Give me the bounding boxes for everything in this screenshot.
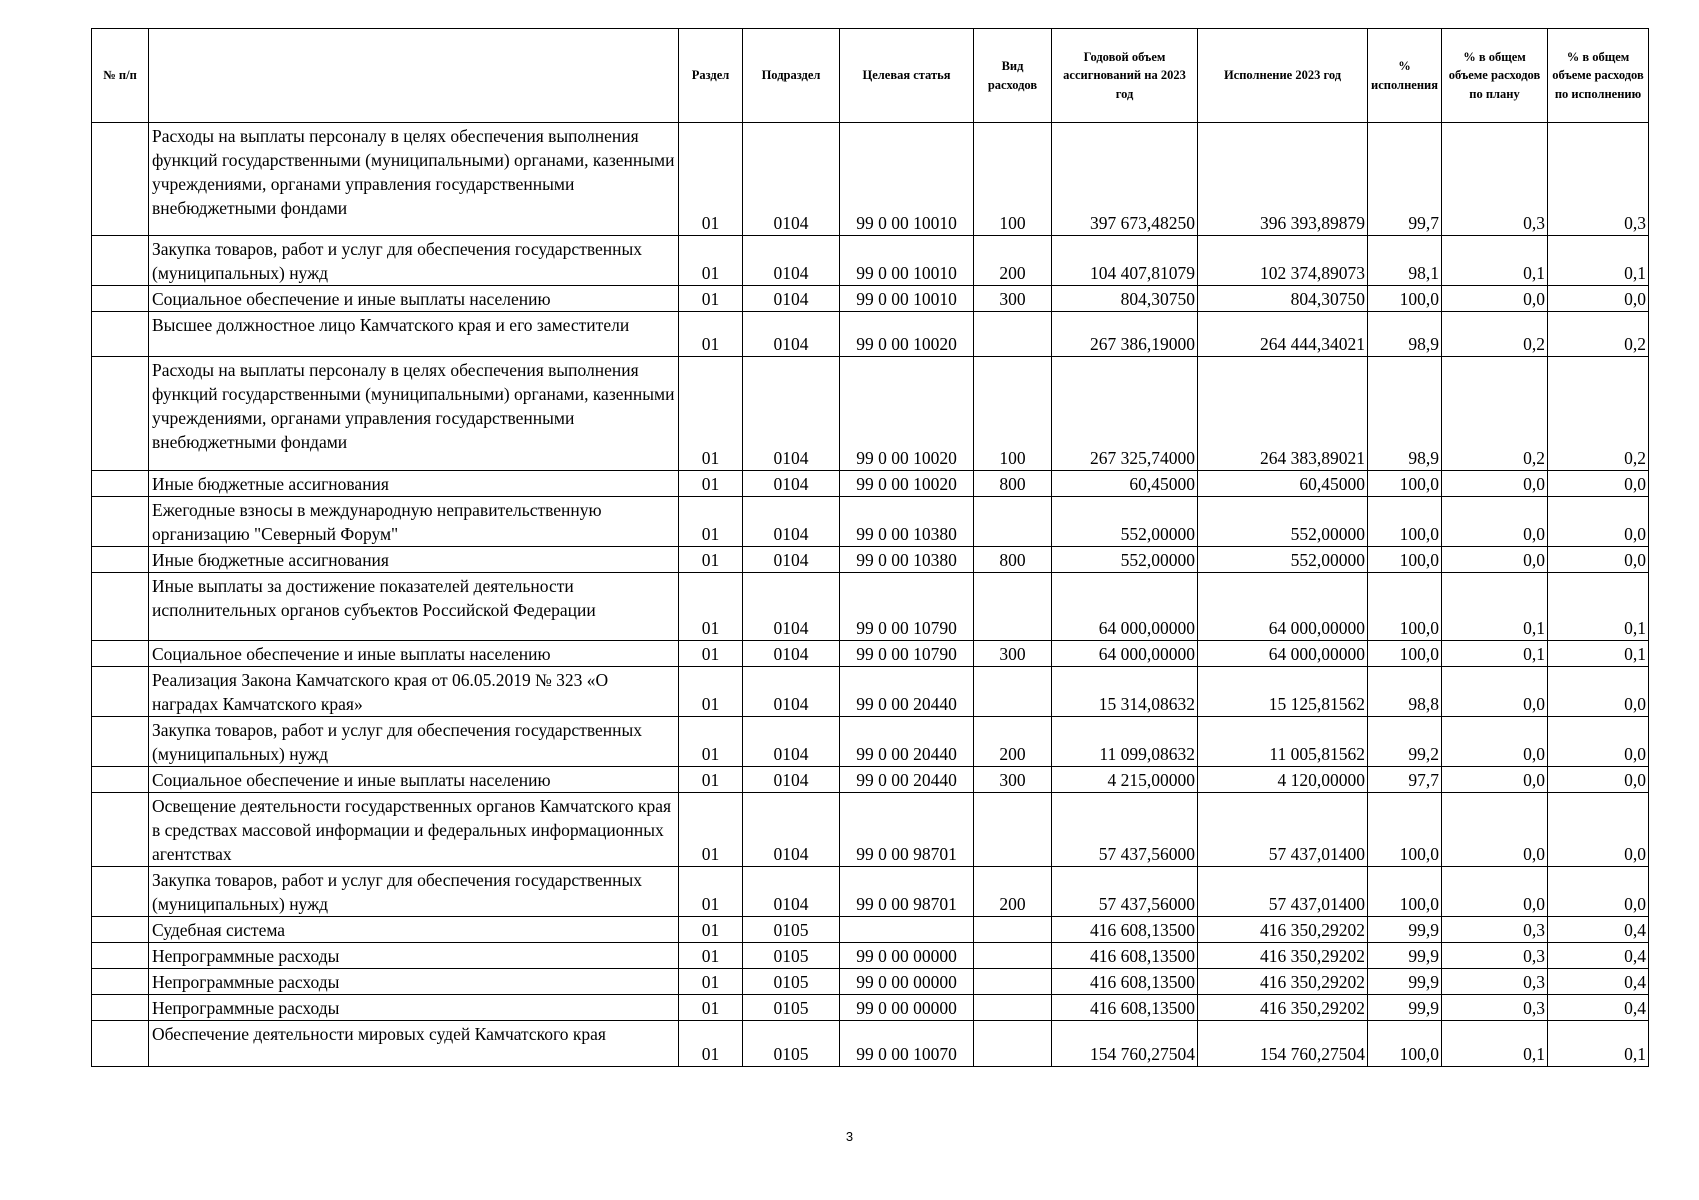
- row-kind: 300: [974, 641, 1052, 667]
- row-section: 01: [679, 1021, 743, 1067]
- row-plan: 416 608,13500: [1052, 969, 1198, 995]
- table-row: [92, 717, 1649, 767]
- row-num: [92, 236, 149, 286]
- row-share-exec: 0,0: [1548, 547, 1649, 573]
- row-exec: 552,00000: [1198, 547, 1368, 573]
- table-row: [92, 641, 1649, 667]
- row-num: [92, 312, 149, 357]
- row-name: Закупка товаров, работ и услуг для обеспечения государственных (муниципальных) нужд: [149, 236, 679, 286]
- row-share-exec: 0,1: [1548, 236, 1649, 286]
- row-plan: 60,45000: [1052, 471, 1198, 497]
- row-pct: 100,0: [1368, 641, 1442, 667]
- row-target: 99 0 00 00000: [840, 943, 974, 969]
- row-exec: 416 350,29202: [1198, 995, 1368, 1021]
- row-exec: 804,30750: [1198, 286, 1368, 312]
- row-name: Ежегодные взносы в международную неправительственную организацию "Северный Форум": [149, 497, 679, 547]
- row-name: Иные выплаты за достижение показателей деятельности исполнительных органов субъектов Российской Федерации: [149, 573, 679, 641]
- row-share-plan: 0,0: [1442, 767, 1548, 793]
- row-num: [92, 497, 149, 547]
- row-share-exec: 0,0: [1548, 767, 1649, 793]
- row-kind: [974, 943, 1052, 969]
- row-num: [92, 286, 149, 312]
- row-subsection: 0104: [743, 667, 840, 717]
- row-subsection: 0105: [743, 943, 840, 969]
- row-kind: 300: [974, 286, 1052, 312]
- row-num: [92, 573, 149, 641]
- row-share-plan: 0,0: [1442, 667, 1548, 717]
- table-row: [92, 547, 1649, 573]
- row-section: 01: [679, 497, 743, 547]
- row-section: 01: [679, 767, 743, 793]
- row-exec: 64 000,00000: [1198, 573, 1368, 641]
- row-share-plan: 0,0: [1442, 793, 1548, 867]
- row-pct: 100,0: [1368, 547, 1442, 573]
- row-pct: 97,7: [1368, 767, 1442, 793]
- row-share-plan: 0,0: [1442, 471, 1548, 497]
- row-subsection: 0104: [743, 867, 840, 917]
- row-share-plan: 0,1: [1442, 573, 1548, 641]
- row-subsection: 0104: [743, 717, 840, 767]
- header-subsection: Подраздел: [743, 29, 840, 123]
- row-share-exec: 0,3: [1548, 123, 1649, 236]
- row-num: [92, 123, 149, 236]
- table-row: [92, 357, 1649, 471]
- row-share-exec: 0,4: [1548, 917, 1649, 943]
- row-num: [92, 995, 149, 1021]
- header-kind: Вид расходов: [974, 29, 1052, 123]
- row-subsection: 0104: [743, 641, 840, 667]
- row-target: 99 0 00 98701: [840, 793, 974, 867]
- row-target: 99 0 00 98701: [840, 867, 974, 917]
- row-share-plan: 0,3: [1442, 943, 1548, 969]
- row-exec: 57 437,01400: [1198, 867, 1368, 917]
- row-plan: 267 386,19000: [1052, 312, 1198, 357]
- row-subsection: 0105: [743, 995, 840, 1021]
- row-exec: 416 350,29202: [1198, 943, 1368, 969]
- header-num: № п/п: [92, 29, 149, 123]
- row-section: 01: [679, 357, 743, 471]
- row-exec: 60,45000: [1198, 471, 1368, 497]
- header-exec: Исполнение 2023 год: [1198, 29, 1368, 123]
- row-pct: 99,9: [1368, 969, 1442, 995]
- row-num: [92, 867, 149, 917]
- row-share-plan: 0,3: [1442, 123, 1548, 236]
- row-target: 99 0 00 00000: [840, 995, 974, 1021]
- header-name: [149, 29, 679, 123]
- row-pct: 98,9: [1368, 312, 1442, 357]
- row-section: 01: [679, 917, 743, 943]
- row-num: [92, 767, 149, 793]
- row-share-exec: 0,0: [1548, 867, 1649, 917]
- row-share-exec: 0,1: [1548, 1021, 1649, 1067]
- row-num: [92, 547, 149, 573]
- table-row: [92, 793, 1649, 867]
- row-pct: 98,9: [1368, 357, 1442, 471]
- row-share-exec: 0,0: [1548, 497, 1649, 547]
- row-target: 99 0 00 10070: [840, 1021, 974, 1067]
- row-pct: 98,8: [1368, 667, 1442, 717]
- row-subsection: 0104: [743, 123, 840, 236]
- row-kind: 100: [974, 123, 1052, 236]
- row-exec: 4 120,00000: [1198, 767, 1368, 793]
- row-name: Освещение деятельности государственных органов Камчатского края в средствах массовой информации и федеральных информационных агентствах: [149, 793, 679, 867]
- row-exec: 15 125,81562: [1198, 667, 1368, 717]
- table-row: [92, 123, 1649, 236]
- row-share-plan: 0,3: [1442, 917, 1548, 943]
- row-pct: 100,0: [1368, 573, 1442, 641]
- row-plan: 552,00000: [1052, 497, 1198, 547]
- row-kind: [974, 793, 1052, 867]
- row-subsection: 0104: [743, 793, 840, 867]
- row-subsection: 0104: [743, 767, 840, 793]
- row-kind: 300: [974, 767, 1052, 793]
- row-kind: 200: [974, 717, 1052, 767]
- row-name: Иные бюджетные ассигнования: [149, 471, 679, 497]
- table-row: [92, 943, 1649, 969]
- row-pct: 99,9: [1368, 917, 1442, 943]
- row-exec: 102 374,89073: [1198, 236, 1368, 286]
- table-row: [92, 236, 1649, 286]
- table-row: [92, 917, 1649, 943]
- row-share-plan: 0,0: [1442, 497, 1548, 547]
- row-plan: 804,30750: [1052, 286, 1198, 312]
- row-kind: 800: [974, 471, 1052, 497]
- row-plan: 15 314,08632: [1052, 667, 1198, 717]
- row-target: 99 0 00 10790: [840, 573, 974, 641]
- row-target: 99 0 00 10010: [840, 123, 974, 236]
- row-share-plan: 0,0: [1442, 547, 1548, 573]
- row-subsection: 0104: [743, 286, 840, 312]
- row-plan: 4 215,00000: [1052, 767, 1198, 793]
- row-num: [92, 357, 149, 471]
- row-plan: 11 099,08632: [1052, 717, 1198, 767]
- row-share-plan: 0,3: [1442, 969, 1548, 995]
- row-share-exec: 0,0: [1548, 667, 1649, 717]
- row-plan: 416 608,13500: [1052, 995, 1198, 1021]
- row-plan: 267 325,74000: [1052, 357, 1198, 471]
- table-row: [92, 1021, 1649, 1067]
- row-share-plan: 0,1: [1442, 236, 1548, 286]
- row-share-plan: 0,1: [1442, 641, 1548, 667]
- row-target: 99 0 00 10380: [840, 497, 974, 547]
- row-subsection: 0104: [743, 497, 840, 547]
- row-pct: 100,0: [1368, 867, 1442, 917]
- row-share-plan: 0,2: [1442, 312, 1548, 357]
- row-share-exec: 0,4: [1548, 969, 1649, 995]
- row-section: 01: [679, 286, 743, 312]
- row-section: 01: [679, 641, 743, 667]
- row-share-exec: 0,1: [1548, 573, 1649, 641]
- row-pct: 99,9: [1368, 943, 1442, 969]
- row-kind: 100: [974, 357, 1052, 471]
- row-section: 01: [679, 471, 743, 497]
- table-row: [92, 667, 1649, 717]
- row-subsection: 0105: [743, 917, 840, 943]
- row-pct: 100,0: [1368, 286, 1442, 312]
- row-exec: 264 383,89021: [1198, 357, 1368, 471]
- row-name: Расходы на выплаты персоналу в целях обеспечения выполнения функций государственными (муниципальными) органами, казенными учреждениями, органами управления государственными внебюджетными фондами: [149, 357, 679, 471]
- row-num: [92, 717, 149, 767]
- row-exec: 264 444,34021: [1198, 312, 1368, 357]
- row-plan: 416 608,13500: [1052, 943, 1198, 969]
- header-share-plan: % в общем объеме расходов по плану: [1442, 29, 1548, 123]
- table-row: [92, 867, 1649, 917]
- row-section: 01: [679, 717, 743, 767]
- row-target: 99 0 00 00000: [840, 969, 974, 995]
- row-kind: [974, 667, 1052, 717]
- row-name: Реализация Закона Камчатского края от 06.05.2019 № 323 «О наградах Камчатского края»: [149, 667, 679, 717]
- row-section: 01: [679, 995, 743, 1021]
- table-row: [92, 286, 1649, 312]
- table-row: [92, 969, 1649, 995]
- row-plan: 416 608,13500: [1052, 917, 1198, 943]
- row-name: Иные бюджетные ассигнования: [149, 547, 679, 573]
- row-exec: 396 393,89879: [1198, 123, 1368, 236]
- table-row: [92, 995, 1649, 1021]
- row-section: 01: [679, 793, 743, 867]
- row-share-plan: 0,0: [1442, 286, 1548, 312]
- row-plan: 64 000,00000: [1052, 641, 1198, 667]
- row-exec: 416 350,29202: [1198, 917, 1368, 943]
- row-subsection: 0104: [743, 547, 840, 573]
- table-row: [92, 767, 1649, 793]
- header-plan: Годовой объем ассигнований на 2023 год: [1052, 29, 1198, 123]
- row-section: 01: [679, 867, 743, 917]
- row-subsection: 0105: [743, 1021, 840, 1067]
- row-exec: 154 760,27504: [1198, 1021, 1368, 1067]
- row-share-exec: 0,2: [1548, 357, 1649, 471]
- row-section: 01: [679, 667, 743, 717]
- header-share-exec: % в общем объеме расходов по исполнению: [1548, 29, 1649, 123]
- row-target: 99 0 00 10010: [840, 286, 974, 312]
- row-share-plan: 0,0: [1442, 717, 1548, 767]
- row-plan: 57 437,56000: [1052, 867, 1198, 917]
- row-share-exec: 0,4: [1548, 943, 1649, 969]
- page-number: 3: [845, 1129, 854, 1144]
- row-name: Обеспечение деятельности мировых судей Камчатского края: [149, 1021, 679, 1067]
- row-target: [840, 917, 974, 943]
- row-num: [92, 1021, 149, 1067]
- row-num: [92, 641, 149, 667]
- budget-table: [91, 28, 1649, 1067]
- row-kind: [974, 312, 1052, 357]
- row-name: Социальное обеспечение и иные выплаты населению: [149, 641, 679, 667]
- row-pct: 100,0: [1368, 793, 1442, 867]
- row-exec: 552,00000: [1198, 497, 1368, 547]
- row-pct: 99,2: [1368, 717, 1442, 767]
- row-target: 99 0 00 10020: [840, 471, 974, 497]
- row-exec: 416 350,29202: [1198, 969, 1368, 995]
- row-section: 01: [679, 969, 743, 995]
- row-pct: 100,0: [1368, 471, 1442, 497]
- row-pct: 98,1: [1368, 236, 1442, 286]
- row-plan: 154 760,27504: [1052, 1021, 1198, 1067]
- row-name: Закупка товаров, работ и услуг для обеспечения государственных (муниципальных) нужд: [149, 867, 679, 917]
- row-num: [92, 943, 149, 969]
- row-plan: 64 000,00000: [1052, 573, 1198, 641]
- row-exec: 64 000,00000: [1198, 641, 1368, 667]
- row-subsection: 0104: [743, 573, 840, 641]
- row-target: 99 0 00 20440: [840, 667, 974, 717]
- row-plan: 552,00000: [1052, 547, 1198, 573]
- table-row: [92, 573, 1649, 641]
- row-share-plan: 0,1: [1442, 1021, 1548, 1067]
- row-section: 01: [679, 547, 743, 573]
- row-exec: 11 005,81562: [1198, 717, 1368, 767]
- row-share-plan: 0,3: [1442, 995, 1548, 1021]
- row-target: 99 0 00 10380: [840, 547, 974, 573]
- row-exec: 57 437,01400: [1198, 793, 1368, 867]
- row-share-exec: 0,1: [1548, 641, 1649, 667]
- row-kind: [974, 995, 1052, 1021]
- row-num: [92, 471, 149, 497]
- header-section: Раздел: [679, 29, 743, 123]
- row-kind: [974, 573, 1052, 641]
- table-row: [92, 312, 1649, 357]
- row-target: 99 0 00 10020: [840, 357, 974, 471]
- row-kind: [974, 497, 1052, 547]
- row-share-exec: 0,2: [1548, 312, 1649, 357]
- row-name: Социальное обеспечение и иные выплаты населению: [149, 286, 679, 312]
- row-kind: [974, 969, 1052, 995]
- row-share-exec: 0,4: [1548, 995, 1649, 1021]
- table-row: [92, 497, 1649, 547]
- row-name: Непрограммные расходы: [149, 995, 679, 1021]
- table-body: [92, 123, 1649, 1067]
- row-num: [92, 793, 149, 867]
- row-name: Расходы на выплаты персоналу в целях обеспечения выполнения функций государственными (муниципальными) органами, казенными учреждениями, органами управления государственными внебюджетными фондами: [149, 123, 679, 236]
- row-target: 99 0 00 20440: [840, 717, 974, 767]
- row-plan: 104 407,81079: [1052, 236, 1198, 286]
- row-plan: 57 437,56000: [1052, 793, 1198, 867]
- row-pct: 99,9: [1368, 995, 1442, 1021]
- table-header-row: [92, 29, 1649, 123]
- row-section: 01: [679, 573, 743, 641]
- row-subsection: 0104: [743, 471, 840, 497]
- row-kind: [974, 917, 1052, 943]
- row-target: 99 0 00 10010: [840, 236, 974, 286]
- row-kind: [974, 1021, 1052, 1067]
- row-section: 01: [679, 943, 743, 969]
- header-target: Целевая статья: [840, 29, 974, 123]
- row-subsection: 0104: [743, 236, 840, 286]
- row-pct: 100,0: [1368, 497, 1442, 547]
- row-share-exec: 0,0: [1548, 471, 1649, 497]
- row-name: Судебная система: [149, 917, 679, 943]
- row-kind: 200: [974, 867, 1052, 917]
- row-name: Высшее должностное лицо Камчатского края и его заместители: [149, 312, 679, 357]
- row-subsection: 0104: [743, 357, 840, 471]
- row-target: 99 0 00 10790: [840, 641, 974, 667]
- row-num: [92, 917, 149, 943]
- row-pct: 99,7: [1368, 123, 1442, 236]
- table-row: [92, 471, 1649, 497]
- row-name: Социальное обеспечение и иные выплаты населению: [149, 767, 679, 793]
- row-subsection: 0105: [743, 969, 840, 995]
- row-kind: 800: [974, 547, 1052, 573]
- row-name: Непрограммные расходы: [149, 943, 679, 969]
- row-share-exec: 0,0: [1548, 793, 1649, 867]
- row-target: 99 0 00 20440: [840, 767, 974, 793]
- row-num: [92, 667, 149, 717]
- row-target: 99 0 00 10020: [840, 312, 974, 357]
- row-num: [92, 969, 149, 995]
- row-kind: 200: [974, 236, 1052, 286]
- row-subsection: 0104: [743, 312, 840, 357]
- row-section: 01: [679, 312, 743, 357]
- row-name: Закупка товаров, работ и услуг для обеспечения государственных (муниципальных) нужд: [149, 717, 679, 767]
- row-section: 01: [679, 236, 743, 286]
- row-pct: 100,0: [1368, 1021, 1442, 1067]
- row-share-exec: 0,0: [1548, 286, 1649, 312]
- row-share-exec: 0,0: [1548, 717, 1649, 767]
- row-share-plan: 0,0: [1442, 867, 1548, 917]
- row-name: Непрограммные расходы: [149, 969, 679, 995]
- header-pct: % исполнения: [1368, 29, 1442, 123]
- row-plan: 397 673,48250: [1052, 123, 1198, 236]
- row-section: 01: [679, 123, 743, 236]
- row-share-plan: 0,2: [1442, 357, 1548, 471]
